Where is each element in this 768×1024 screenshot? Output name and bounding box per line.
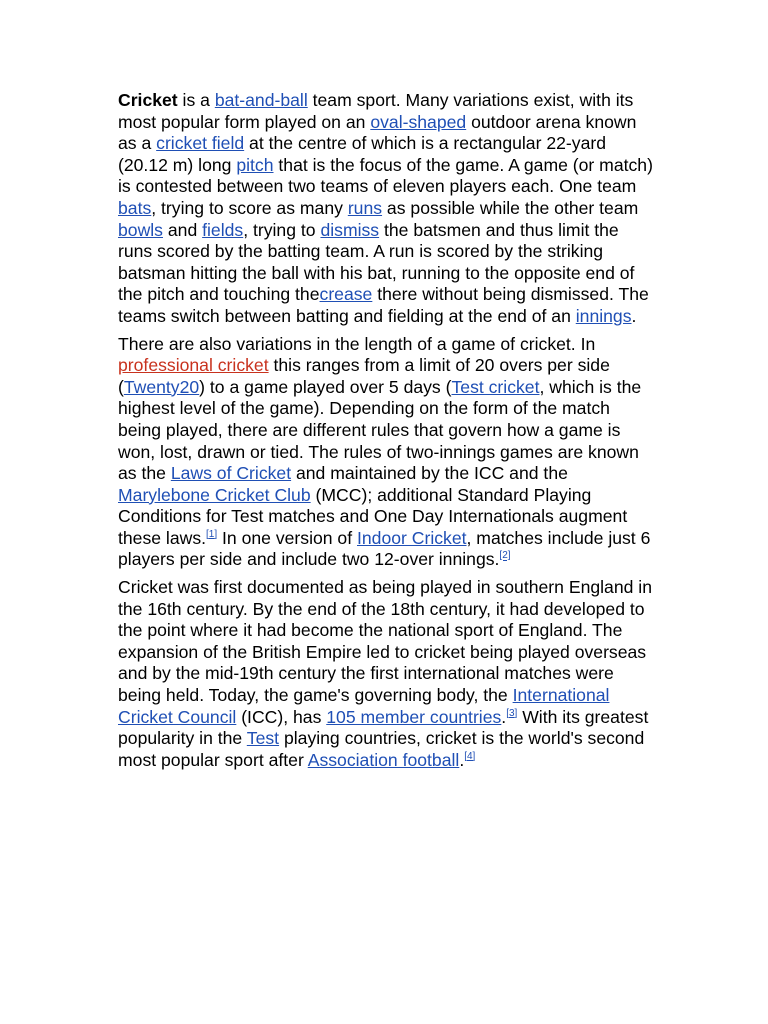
text: as possible while the other team (382, 197, 639, 218)
term-cricket: Cricket (118, 90, 178, 110)
link-international-cricket-council[interactable]: International Cricket Council (118, 685, 610, 727)
link-twenty20[interactable]: Twenty20 (123, 376, 200, 397)
text: (ICC), has (236, 706, 327, 727)
link-test-cricket[interactable]: Test cricket (451, 376, 540, 397)
link-bowls[interactable]: bowls (118, 219, 163, 240)
text: team sport. Many variations exist, with its most popular form played on an (118, 90, 634, 132)
text: In one version of (217, 527, 357, 548)
link-innings[interactable]: innings (575, 305, 632, 326)
link-marylebone-cricket-club[interactable]: Marylebone Cricket Club (118, 484, 311, 505)
citation-4 (464, 751, 475, 762)
text: . (501, 706, 507, 727)
link-test[interactable]: Test (246, 728, 280, 749)
link-fields[interactable]: fields (202, 219, 244, 240)
link-laws-of-cricket[interactable]: Laws of Cricket (170, 463, 292, 484)
text: . (459, 749, 465, 770)
text: playing countries, cricket is the world's second most popular sport after (118, 728, 645, 770)
citation-link-3[interactable]: [3] (506, 707, 518, 719)
link-crease[interactable]: crease (319, 284, 373, 305)
text: , matches include just 6 players per side and include two 12-over innings. (118, 527, 651, 570)
text: (MCC); additional Standard Playing Conditions for Test matches and One Day Internationals augment these laws. (118, 484, 628, 548)
text: and (162, 219, 203, 240)
citation-link-4[interactable]: [4] (464, 750, 476, 762)
text: Cricket was first documented as being played in southern England in the 16th century. By the end of the 18th century, it had developed to the point where it had become the national sport of England. The expansion of the British Empire led to cricket being played overseas and by the mid-19th century the first international matches were being held. Today, the game's governing body, the (118, 577, 652, 706)
text: , trying to (243, 219, 321, 240)
link-bat-and-ball[interactable]: bat-and-ball (214, 90, 308, 110)
citation-link-1[interactable]: [1] (206, 529, 218, 541)
text: , trying to score as many (151, 197, 348, 218)
link-cricket-field[interactable]: cricket field (156, 133, 245, 154)
link-professional-cricket[interactable]: professional cricket (118, 355, 269, 376)
text: at the centre of which is a rectangular 22-yard (20.12 m) long (118, 133, 606, 175)
link-105-member-countries[interactable]: 105 member countries (326, 706, 502, 727)
link-bats[interactable]: bats (118, 197, 152, 218)
text: outdoor arena known as a (118, 111, 637, 154)
paragraph-variations (118, 334, 656, 572)
citation-3 (506, 708, 517, 719)
text: There are also variations in the length of a game of cricket. In (118, 333, 596, 354)
link-association-football[interactable]: Association football (307, 749, 460, 770)
text: this ranges from a limit of 20 overs per side ( (118, 355, 610, 397)
text: that is the focus of the game. A game (or match) is contested between two teams of eleven players each. One team (118, 154, 653, 197)
text: With its greatest popularity in the (118, 706, 649, 749)
text: there without being dismissed. The teams switch between batting and fielding at the end of an (118, 284, 649, 326)
text: the batsmen and thus limit the runs scored by the batting team. A run is scored by the striking batsman hitting the ball with his bat, running to the opposite end of the pitch and touching the (118, 219, 635, 305)
citation-2 (499, 551, 510, 562)
link-pitch[interactable]: pitch (236, 154, 274, 175)
text: and maintained by the ICC and the (291, 463, 568, 484)
text: , which is the highest level of the game). Depending on the form of the match being played, there are different rules that govern how a game is won, lost, drawn or tied. The rules of two-innings games are known as the (118, 376, 642, 484)
paragraph-intro (118, 90, 656, 328)
link-runs[interactable]: runs (347, 197, 383, 218)
text: ) to a game played over 5 days ( (199, 376, 452, 397)
text: . (631, 305, 637, 326)
citation-link-2[interactable]: [2] (499, 550, 511, 562)
paragraph-history (118, 577, 656, 771)
text: is a (177, 90, 215, 110)
link-indoor-cricket[interactable]: Indoor Cricket (357, 527, 467, 548)
link-oval-shaped[interactable]: oval-shaped (370, 111, 467, 132)
citation-1 (206, 529, 217, 540)
link-dismiss[interactable]: dismiss (320, 219, 380, 240)
